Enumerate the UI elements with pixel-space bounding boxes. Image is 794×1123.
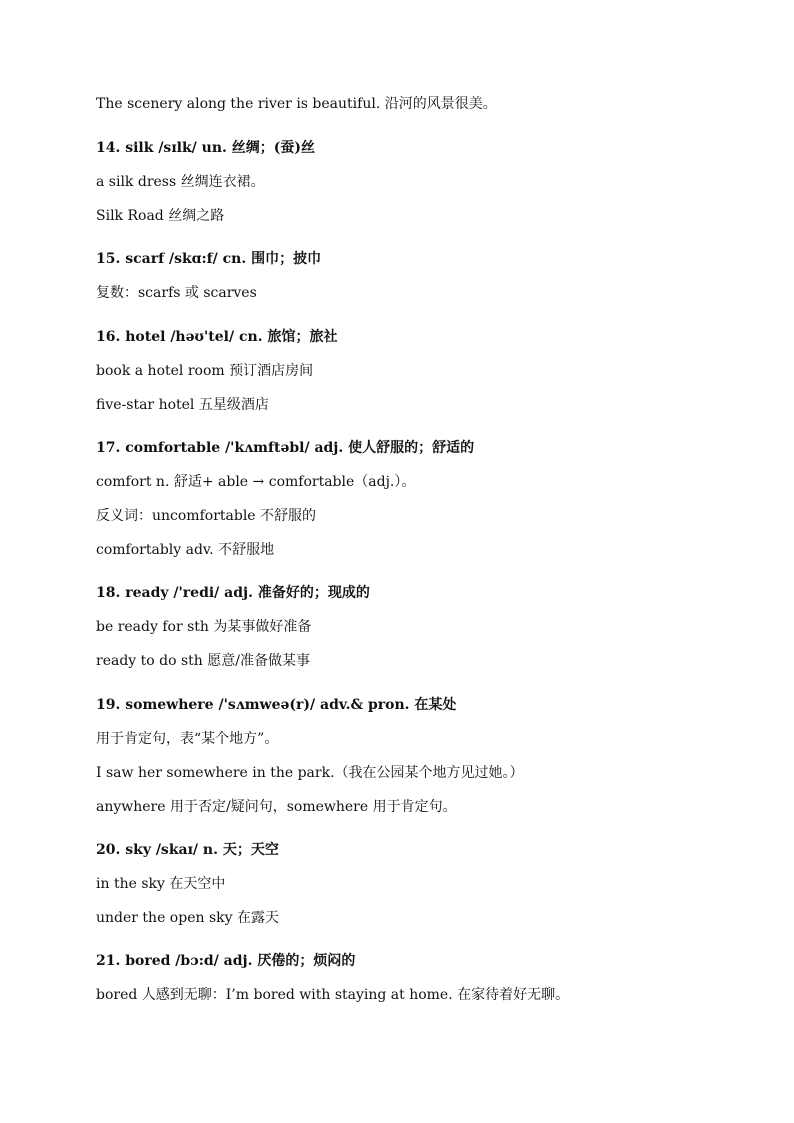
entry-heading-ready: 18. ready /'redi/ adj. 准备好的；现成的 (96, 585, 370, 601)
entry-heading-sky: 20. sky /skaɪ/ n. 天；天空 (96, 842, 279, 858)
example-line: Silk Road 丝绸之路 (96, 208, 225, 224)
entry-heading-somewhere: 19. somewhere /'sʌmweə(r)/ adv.& pron. 在某处 (96, 697, 457, 713)
example-line: five-star hotel 五星级酒店 (96, 397, 269, 413)
example-line: in the sky 在天空中 (96, 876, 226, 892)
example-line: under the open sky 在露天 (96, 910, 279, 926)
entry-heading-comfortable: 17. comfortable /'kʌmftəbl/ adj. 使人舒服的；舒适的 (96, 440, 475, 456)
example-line: book a hotel room 预订酒店房间 (96, 363, 314, 379)
example-sentence: The scenery along the river is beautiful. 沿河的风景很美。 (96, 96, 497, 112)
entry-heading-bored: 21. bored /bɔ:d/ adj. 厌倦的；烦闷的 (96, 953, 356, 969)
example-line: bored 人感到无聊：I’m bored with staying at home. 在家待着好无聊。 (96, 987, 570, 1003)
example-line: comfortably adv. 不舒服地 (96, 542, 275, 558)
example-line: I saw her somewhere in the park.（我在公园某个地方见过她。） (96, 765, 524, 781)
entry-heading-hotel: 16. hotel /həʊ'tel/ cn. 旅馆；旅社 (96, 329, 338, 345)
example-line: 复数：scarfs 或 scarves (96, 285, 257, 301)
example-line: a silk dress 丝绸连衣裙。 (96, 174, 265, 190)
example-line: 用于肯定句，表“某个地方”。 (96, 731, 279, 747)
example-line: anywhere 用于否定/疑问句，somewhere 用于肯定句。 (96, 799, 457, 815)
entry-heading-silk: 14. silk /sɪlk/ un. 丝绸；(蚕)丝 (96, 140, 315, 156)
example-line: 反义词：uncomfortable 不舒服的 (96, 508, 317, 524)
example-line: be ready for sth 为某事做好准备 (96, 619, 312, 635)
entry-heading-scarf: 15. scarf /skɑ:f/ cn. 围巾；披巾 (96, 251, 322, 267)
example-line: ready to do sth 愿意/准备做某事 (96, 653, 310, 669)
example-line: comfort n. 舒适+ able → comfortable（adj.）。 (96, 474, 416, 490)
